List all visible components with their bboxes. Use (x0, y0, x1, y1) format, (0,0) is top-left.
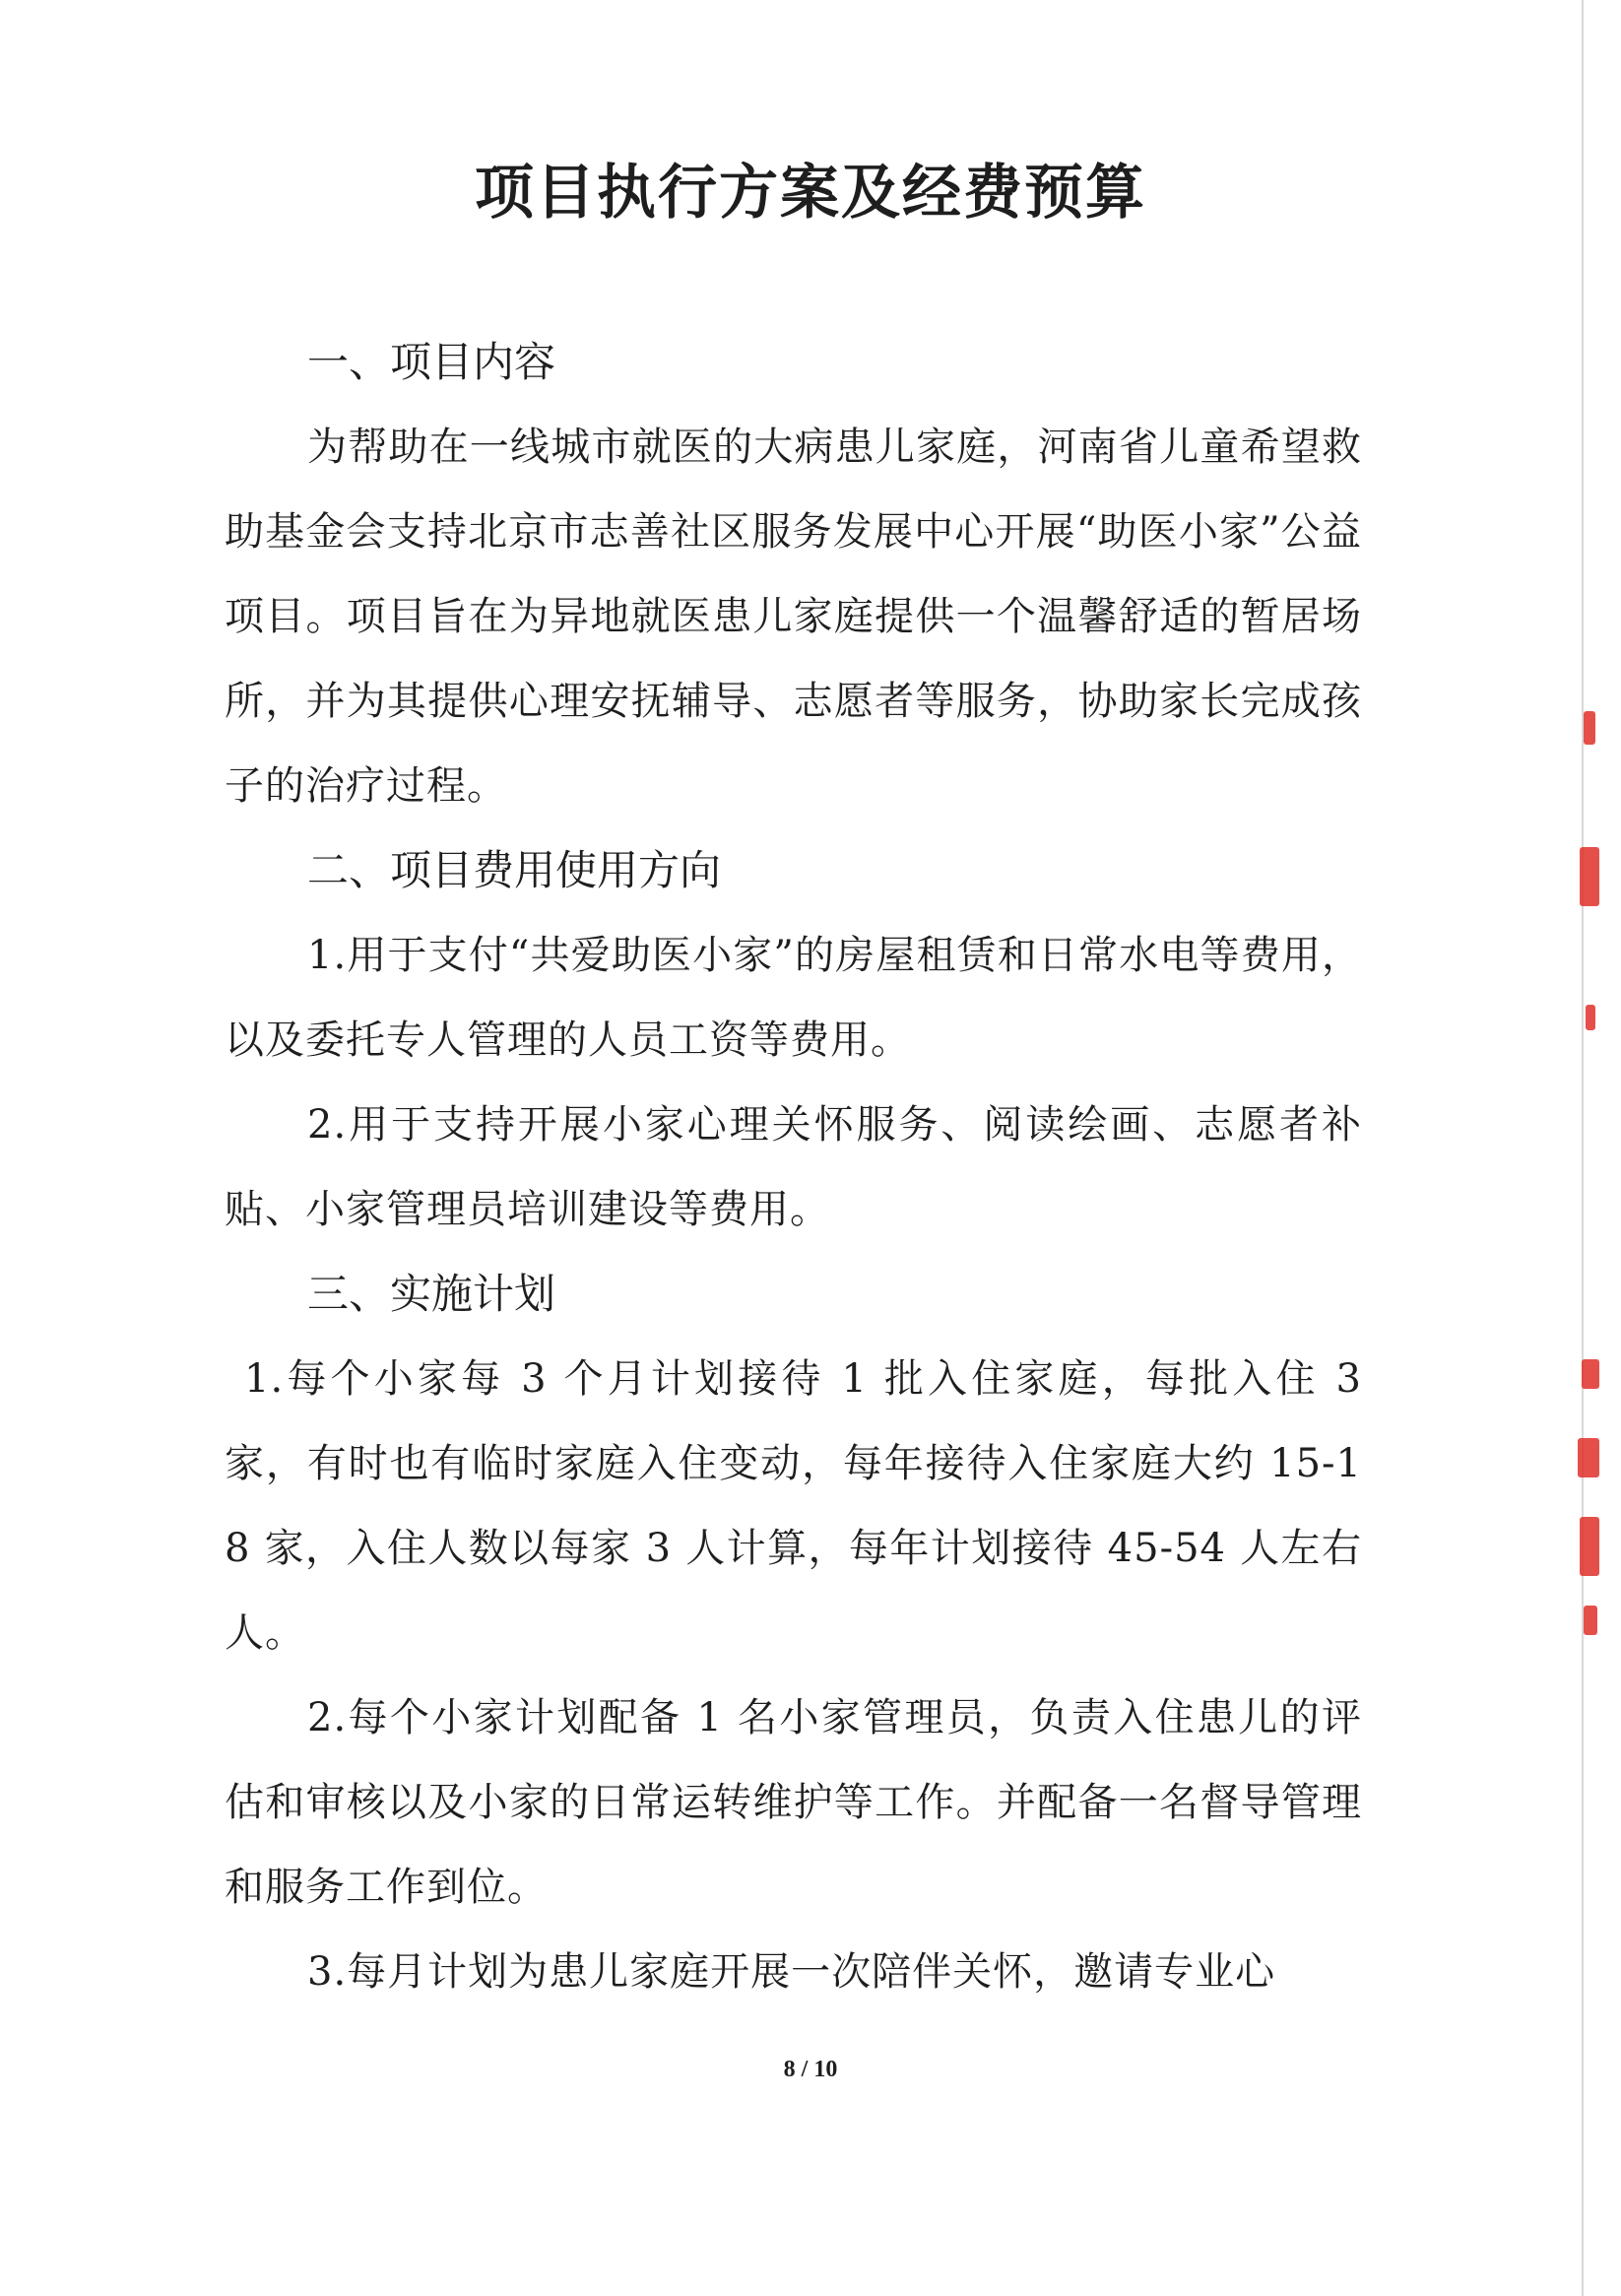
paragraph: 3.每月计划为患儿家庭开展一次陪伴关怀，邀请专业心 (307, 1949, 1276, 1995)
seal-stamp-fragment (1574, 689, 1621, 1674)
paragraph: 1.每个小家每 3 个月计划接待 1 批入住家庭，每批入住 3 家，有时也有临时家庭入住变动，每年接待入住家庭大约 15-18 家，入住人数以每家 3 人计算，每年计划接待 45-54 人左右人。 (225, 1356, 1362, 1656)
section-heading-funding: 二、项目费用使用方向 (307, 846, 722, 894)
seal-mark (1582, 1359, 1599, 1389)
seal-mark (1578, 1438, 1599, 1477)
document-body (225, 320, 1362, 2014)
seal-mark (1584, 711, 1595, 745)
section-heading-content: 一、项目内容 (307, 338, 556, 386)
seal-mark (1580, 847, 1599, 906)
document-title: 项目执行方案及经费预算 (475, 159, 1146, 228)
paragraph: 2.每个小家计划配备 1 名小家管理员，负责入住患儿的评估和审核以及小家的日常运转维护等工作。并配备一名督导管理和服务工作到位。 (225, 1695, 1362, 1910)
page-number: 8 / 10 (783, 2057, 838, 2082)
seal-mark (1586, 1005, 1595, 1030)
section-heading-plan: 三、实施计划 (307, 1270, 556, 1318)
paragraph: 为帮助在一线城市就医的大病患儿家庭，河南省儿童希望救助基金会支持北京市志善社区服务发展中心开展“助医小家”公益项目。项目旨在为异地就医患儿家庭提供一个温馨舒适的暂居场所，并为其提供心理安抚辅导、志愿者等服务，协助家长完成孩子的治疗过程。 (225, 425, 1362, 809)
paragraph: 1.用于支付“共爱助医小家”的房屋租赁和日常水电等费用，以及委托专人管理的人员工资等费用。 (225, 933, 1362, 1063)
seal-mark (1580, 1517, 1599, 1576)
paragraph: 2.用于支持开展小家心理关怀服务、阅读绘画、志愿者补贴、小家管理员培训建设等费用。 (225, 1102, 1362, 1232)
seal-mark (1584, 1606, 1597, 1635)
